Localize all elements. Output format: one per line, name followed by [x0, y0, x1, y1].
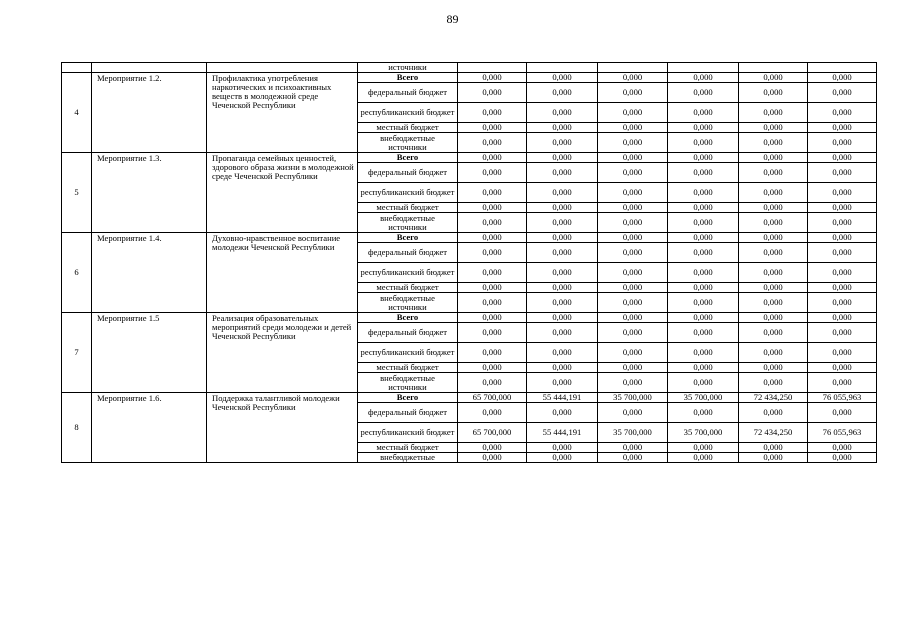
- row-number: 6: [62, 233, 92, 313]
- amount-cell: 0,000: [808, 203, 877, 213]
- amount-cell: 0,000: [458, 73, 527, 83]
- activity-name: Мероприятие 1.2.: [92, 73, 207, 153]
- amount-cell: 0,000: [598, 153, 668, 163]
- amount-cell: 0,000: [739, 323, 808, 343]
- funding-source: федеральный бюджет: [358, 83, 458, 103]
- table-row: [62, 63, 877, 73]
- activity-name: Мероприятие 1.3.: [92, 153, 207, 233]
- activity-description: Реализация образовательных мероприятий среди молодежи и детей Чеченской Республики: [207, 313, 358, 393]
- amount-cell: 0,000: [527, 183, 598, 203]
- amount-cell: 0,000: [808, 243, 877, 263]
- amount-cell: 0,000: [808, 313, 877, 323]
- amount-cell: 76 055,963: [808, 393, 877, 403]
- amount-cell: 0,000: [739, 263, 808, 283]
- amount-cell: 0,000: [458, 163, 527, 183]
- amount-cell: 0,000: [527, 373, 598, 393]
- value-cell: [739, 63, 808, 73]
- amount-cell: 0,000: [527, 233, 598, 243]
- amount-cell: 0,000: [598, 203, 668, 213]
- amount-cell: 0,000: [808, 363, 877, 373]
- amount-cell: 0,000: [527, 283, 598, 293]
- amount-cell: 0,000: [668, 103, 739, 123]
- amount-cell: 0,000: [527, 443, 598, 453]
- amount-cell: 0,000: [458, 83, 527, 103]
- amount-cell: 0,000: [458, 293, 527, 313]
- funding-source: местный бюджет: [358, 283, 458, 293]
- amount-cell: 0,000: [527, 73, 598, 83]
- amount-cell: 55 444,191: [527, 393, 598, 403]
- table-row: [62, 153, 877, 163]
- amount-cell: 0,000: [668, 293, 739, 313]
- amount-cell: 35 700,000: [668, 393, 739, 403]
- amount-cell: 0,000: [527, 293, 598, 313]
- amount-cell: 0,000: [739, 213, 808, 233]
- budget-table: [61, 62, 877, 463]
- amount-cell: 76 055,963: [808, 423, 877, 443]
- amount-cell: 0,000: [668, 373, 739, 393]
- amount-cell: 0,000: [598, 243, 668, 263]
- funding-source: федеральный бюджет: [358, 403, 458, 423]
- amount-cell: 0,000: [739, 373, 808, 393]
- amount-cell: 0,000: [458, 313, 527, 323]
- amount-cell: 0,000: [668, 453, 739, 463]
- amount-cell: 0,000: [739, 73, 808, 83]
- amount-cell: 0,000: [458, 363, 527, 373]
- amount-cell: 0,000: [668, 313, 739, 323]
- amount-cell: 0,000: [808, 153, 877, 163]
- amount-cell: 0,000: [458, 403, 527, 423]
- amount-cell: 0,000: [527, 103, 598, 123]
- amount-cell: 0,000: [527, 263, 598, 283]
- amount-cell: 0,000: [808, 453, 877, 463]
- amount-cell: 0,000: [598, 443, 668, 453]
- amount-cell: 0,000: [808, 213, 877, 233]
- amount-cell: 0,000: [598, 453, 668, 463]
- amount-cell: 0,000: [739, 133, 808, 153]
- amount-cell: 0,000: [739, 293, 808, 313]
- amount-cell: 0,000: [458, 203, 527, 213]
- amount-cell: 0,000: [527, 163, 598, 183]
- funding-source: внебюджетные источники: [358, 293, 458, 313]
- amount-cell: 0,000: [808, 183, 877, 203]
- amount-cell: 0,000: [598, 163, 668, 183]
- value-cell: [808, 63, 877, 73]
- amount-cell: 0,000: [739, 363, 808, 373]
- amount-cell: 0,000: [739, 123, 808, 133]
- amount-cell: 0,000: [668, 443, 739, 453]
- amount-cell: 0,000: [527, 323, 598, 343]
- amount-cell: 0,000: [598, 233, 668, 243]
- amount-cell: 0,000: [739, 243, 808, 263]
- amount-cell: 0,000: [458, 323, 527, 343]
- funding-source: Всего: [358, 153, 458, 163]
- amount-cell: 0,000: [458, 373, 527, 393]
- amount-cell: 0,000: [598, 263, 668, 283]
- funding-source: республиканский бюджет: [358, 343, 458, 363]
- amount-cell: 0,000: [458, 443, 527, 453]
- amount-cell: 0,000: [739, 283, 808, 293]
- amount-cell: 0,000: [808, 373, 877, 393]
- amount-cell: 0,000: [668, 283, 739, 293]
- row-number: 7: [62, 313, 92, 393]
- amount-cell: 0,000: [598, 133, 668, 153]
- amount-cell: 0,000: [808, 343, 877, 363]
- amount-cell: 0,000: [527, 313, 598, 323]
- amount-cell: 0,000: [598, 403, 668, 423]
- table-row: [62, 313, 877, 323]
- amount-cell: 0,000: [808, 263, 877, 283]
- amount-cell: 0,000: [739, 343, 808, 363]
- amount-cell: 0,000: [598, 123, 668, 133]
- value-cell: [598, 63, 668, 73]
- amount-cell: 0,000: [668, 153, 739, 163]
- amount-cell: 55 444,191: [527, 423, 598, 443]
- amount-cell: 0,000: [458, 263, 527, 283]
- amount-cell: 0,000: [739, 233, 808, 243]
- amount-cell: 0,000: [808, 323, 877, 343]
- amount-cell: 0,000: [598, 183, 668, 203]
- row-number: 8: [62, 393, 92, 463]
- amount-cell: 0,000: [808, 233, 877, 243]
- amount-cell: 0,000: [739, 183, 808, 203]
- table-row: [62, 393, 877, 403]
- amount-cell: 35 700,000: [668, 423, 739, 443]
- amount-cell: 0,000: [598, 73, 668, 83]
- activity-description: Пропаганда семейных ценностей, здорового образа жизни в молодежной среде Чеченской Республики: [207, 153, 358, 233]
- amount-cell: 0,000: [739, 163, 808, 183]
- amount-cell: 0,000: [668, 133, 739, 153]
- amount-cell: 0,000: [598, 323, 668, 343]
- amount-cell: 0,000: [527, 403, 598, 423]
- amount-cell: 0,000: [668, 73, 739, 83]
- amount-cell: 0,000: [808, 293, 877, 313]
- amount-cell: 0,000: [598, 363, 668, 373]
- amount-cell: 0,000: [458, 103, 527, 123]
- amount-cell: 0,000: [527, 123, 598, 133]
- amount-cell: 72 434,250: [739, 423, 808, 443]
- amount-cell: 72 434,250: [739, 393, 808, 403]
- amount-cell: 0,000: [808, 443, 877, 453]
- table-row: [62, 233, 877, 243]
- funding-source: внебюджетные источники: [358, 373, 458, 393]
- amount-cell: 0,000: [527, 203, 598, 213]
- description-cell: [207, 63, 358, 73]
- funding-source: федеральный бюджет: [358, 163, 458, 183]
- funding-source: республиканский бюджет: [358, 183, 458, 203]
- amount-cell: 0,000: [668, 343, 739, 363]
- amount-cell: 0,000: [458, 243, 527, 263]
- amount-cell: 0,000: [527, 83, 598, 103]
- amount-cell: 0,000: [527, 243, 598, 263]
- amount-cell: 0,000: [808, 103, 877, 123]
- amount-cell: 0,000: [458, 153, 527, 163]
- activity-name: Мероприятие 1.5: [92, 313, 207, 393]
- amount-cell: 0,000: [458, 183, 527, 203]
- funding-source: местный бюджет: [358, 443, 458, 453]
- amount-cell: 0,000: [668, 263, 739, 283]
- amount-cell: 0,000: [527, 453, 598, 463]
- amount-cell: 0,000: [808, 83, 877, 103]
- funding-source: республиканский бюджет: [358, 263, 458, 283]
- amount-cell: 0,000: [668, 243, 739, 263]
- amount-cell: 0,000: [527, 133, 598, 153]
- amount-cell: 0,000: [527, 153, 598, 163]
- amount-cell: 0,000: [598, 83, 668, 103]
- funding-source: Всего: [358, 393, 458, 403]
- value-cell: [458, 63, 527, 73]
- amount-cell: 0,000: [808, 403, 877, 423]
- amount-cell: 0,000: [668, 363, 739, 373]
- amount-cell: 0,000: [598, 343, 668, 363]
- funding-source: Всего: [358, 233, 458, 243]
- amount-cell: 0,000: [598, 103, 668, 123]
- amount-cell: 65 700,000: [458, 393, 527, 403]
- activity-description: Поддержка талантливой молодежи Чеченской Республики: [207, 393, 358, 463]
- source-cell: источники: [358, 63, 458, 73]
- amount-cell: 0,000: [808, 283, 877, 293]
- amount-cell: 0,000: [808, 163, 877, 183]
- page-number: 89: [446, 12, 459, 26]
- amount-cell: 0,000: [668, 83, 739, 103]
- funding-source: Всего: [358, 73, 458, 83]
- activity-name: Мероприятие 1.6.: [92, 393, 207, 463]
- funding-source: внебюджетные источники: [358, 133, 458, 153]
- amount-cell: 0,000: [458, 233, 527, 243]
- amount-cell: 0,000: [668, 403, 739, 423]
- amount-cell: 0,000: [808, 123, 877, 133]
- amount-cell: 0,000: [668, 203, 739, 213]
- funding-source: республиканский бюджет: [358, 103, 458, 123]
- amount-cell: 35 700,000: [598, 393, 668, 403]
- amount-cell: 0,000: [668, 183, 739, 203]
- amount-cell: 0,000: [458, 123, 527, 133]
- amount-cell: 0,000: [808, 133, 877, 153]
- amount-cell: 0,000: [527, 363, 598, 373]
- amount-cell: 0,000: [739, 443, 808, 453]
- amount-cell: 0,000: [668, 213, 739, 233]
- amount-cell: 0,000: [458, 343, 527, 363]
- amount-cell: 0,000: [458, 453, 527, 463]
- amount-cell: 0,000: [598, 373, 668, 393]
- amount-cell: 0,000: [598, 213, 668, 233]
- amount-cell: 0,000: [668, 123, 739, 133]
- activity-description: Духовно-нравственное воспитание молодежи Чеченской Республики: [207, 233, 358, 313]
- amount-cell: 0,000: [598, 293, 668, 313]
- funding-source: внебюджетные источники: [358, 213, 458, 233]
- amount-cell: 0,000: [668, 323, 739, 343]
- amount-cell: 0,000: [739, 83, 808, 103]
- amount-cell: 0,000: [458, 133, 527, 153]
- row-number: 4: [62, 73, 92, 153]
- funding-source: местный бюджет: [358, 123, 458, 133]
- activity-cell: [92, 63, 207, 73]
- funding-source: внебюджетные: [358, 453, 458, 463]
- funding-source: федеральный бюджет: [358, 323, 458, 343]
- value-cell: [527, 63, 598, 73]
- amount-cell: 0,000: [527, 343, 598, 363]
- funding-source: местный бюджет: [358, 363, 458, 373]
- activity-name: Мероприятие 1.4.: [92, 233, 207, 313]
- activity-description: Профилактика употребления наркотических и психоактивных веществ в молодежной среде Чеченской Республики: [207, 73, 358, 153]
- amount-cell: 0,000: [739, 103, 808, 123]
- amount-cell: 0,000: [598, 283, 668, 293]
- funding-source: республиканский бюджет: [358, 423, 458, 443]
- number-cell: [62, 63, 92, 73]
- amount-cell: 0,000: [739, 403, 808, 423]
- amount-cell: 0,000: [739, 313, 808, 323]
- funding-source: федеральный бюджет: [358, 243, 458, 263]
- value-cell: [668, 63, 739, 73]
- amount-cell: 0,000: [527, 213, 598, 233]
- table-body: [62, 63, 877, 463]
- amount-cell: 0,000: [598, 313, 668, 323]
- amount-cell: 0,000: [458, 283, 527, 293]
- amount-cell: 0,000: [739, 203, 808, 213]
- amount-cell: 0,000: [739, 453, 808, 463]
- amount-cell: 0,000: [808, 73, 877, 83]
- table-row: [62, 73, 877, 83]
- amount-cell: 35 700,000: [598, 423, 668, 443]
- amount-cell: 65 700,000: [458, 423, 527, 443]
- funding-source: Всего: [358, 313, 458, 323]
- amount-cell: 0,000: [458, 213, 527, 233]
- amount-cell: 0,000: [739, 153, 808, 163]
- row-number: 5: [62, 153, 92, 233]
- amount-cell: 0,000: [668, 163, 739, 183]
- funding-source: местный бюджет: [358, 203, 458, 213]
- amount-cell: 0,000: [668, 233, 739, 243]
